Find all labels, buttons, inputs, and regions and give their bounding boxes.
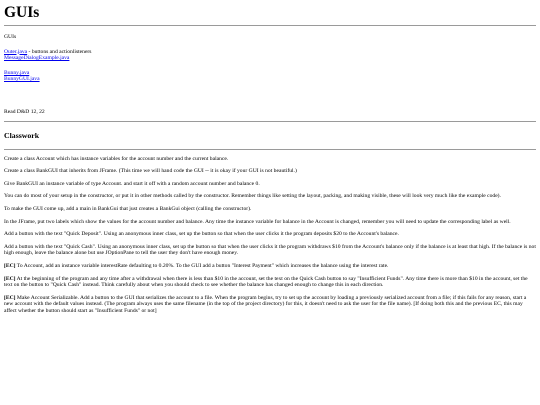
reading-divider	[4, 121, 536, 122]
classwork-heading: Classwork	[4, 130, 40, 140]
classwork-item	[4, 206, 536, 213]
extra-credit-tag: [EC]	[4, 275, 16, 282]
classwork-item	[4, 219, 536, 226]
link-row	[4, 49, 536, 56]
bunny-java-link[interactable]: Bunny.java	[4, 69, 30, 76]
classwork-item-extra-credit	[4, 276, 536, 289]
intro-text: GUIs	[4, 34, 17, 40]
classwork-text: Give BankGUI an instance variable of type Account. and start it off with a random account number and balance 0.	[4, 180, 260, 187]
link-row	[4, 76, 536, 83]
extra-credit-tag: [EC]	[4, 294, 16, 301]
classwork-text: Add a button with the text "Quick Deposit". Using an anonymous inner class, set up the button so that when the user clicks it the program deposits $20 to the Account's balance.	[4, 231, 399, 238]
classwork-item-extra-credit	[4, 263, 536, 270]
link-row	[4, 55, 536, 62]
classwork-divider	[4, 149, 536, 150]
classwork-text: You can do most of your setup in the constructor, or put it in other methods called by the constructor. Remember things like setting the layout, packing, and making visible, these will look very much like the example code).	[4, 193, 501, 200]
classwork-item-extra-credit	[4, 295, 536, 315]
classwork-text: Add a button with the text "Quick Cash". Using an anonymous inner class, set up the button so that when the user clicks it the program withdraws $10 from the Account's balance only if the balance is at least that high. If the balance is not high enough, leave the balance alone but use JOptionPane to tell the user they don't have enough money.	[4, 243, 536, 257]
classwork-item	[4, 193, 536, 200]
bunny-gui-java-link[interactable]: BunnyGUI.java	[4, 76, 40, 83]
link-row	[4, 70, 536, 77]
links-group-2	[4, 70, 536, 83]
links-group-1	[4, 49, 536, 62]
message-dialog-example-link[interactable]: MessageDialogExample.java	[4, 55, 70, 62]
reading-assignment: Read D&D 12, 22	[4, 108, 45, 115]
classwork-item	[4, 168, 536, 175]
classwork-text: To make the GUI come up, add a main in BankGui that just creates a BankGui object (calling the constructor).	[4, 205, 252, 212]
classwork-item	[4, 244, 536, 257]
classwork-text: To Account, add an instance variable interestRate defaulting to 0.20%. To the GUI add a button "Interest Payment" which increases the balance using the interest rate.	[15, 262, 389, 269]
classwork-text: Create a class Account which has instance variables for the account number and the current balance.	[4, 155, 229, 162]
classwork-item	[4, 181, 536, 188]
extra-credit-tag: [EC]	[4, 262, 16, 269]
link-description: - buttons and actionlisteners	[27, 48, 92, 55]
outer-java-link[interactable]: Outer.java	[4, 48, 28, 55]
classwork-list	[4, 156, 536, 315]
page-title: GUIs	[4, 4, 40, 21]
title-divider	[4, 25, 536, 26]
classwork-text: At the beginning of the program and any time after a withdrawal when there is less than $10 in the account, set the text on the Quick Cash button to say "Insufficient Funds". Any time there is more than $10 in the account, set the text on the button to "Quick Cash" instead. Think carefully about when you should check to see whether the balance has changed enough to change this in each direction.	[4, 275, 528, 289]
classwork-text: In the JFrame, put two labels which show the values for the account number and balance. Any time the instance variable for balance in the Account is changed, remember you will need to update the corresponding label as well.	[4, 218, 511, 225]
classwork-item	[4, 231, 536, 238]
classwork-text: Create a class BankGUI that inherits from JFrame. (This time we will hand code the GUI -- it is okay if your GUI is not beautiful.)	[4, 168, 297, 175]
classwork-item	[4, 156, 536, 163]
classwork-text: Make Account Serializable. Add a button to the GUI that serializes the account to a file. When the program begins, try to set up the account by loading a previously serialized account from a file; if this fails for any reason, start a new account with the default values instead. (The program always uses the same filename (in the top of the project directory) for this, it doesn't need to ask the user for the file name). [If doing both this and the previous EC, this may affect whether the button should start as "Insufficient Funds" or not]	[4, 294, 527, 314]
